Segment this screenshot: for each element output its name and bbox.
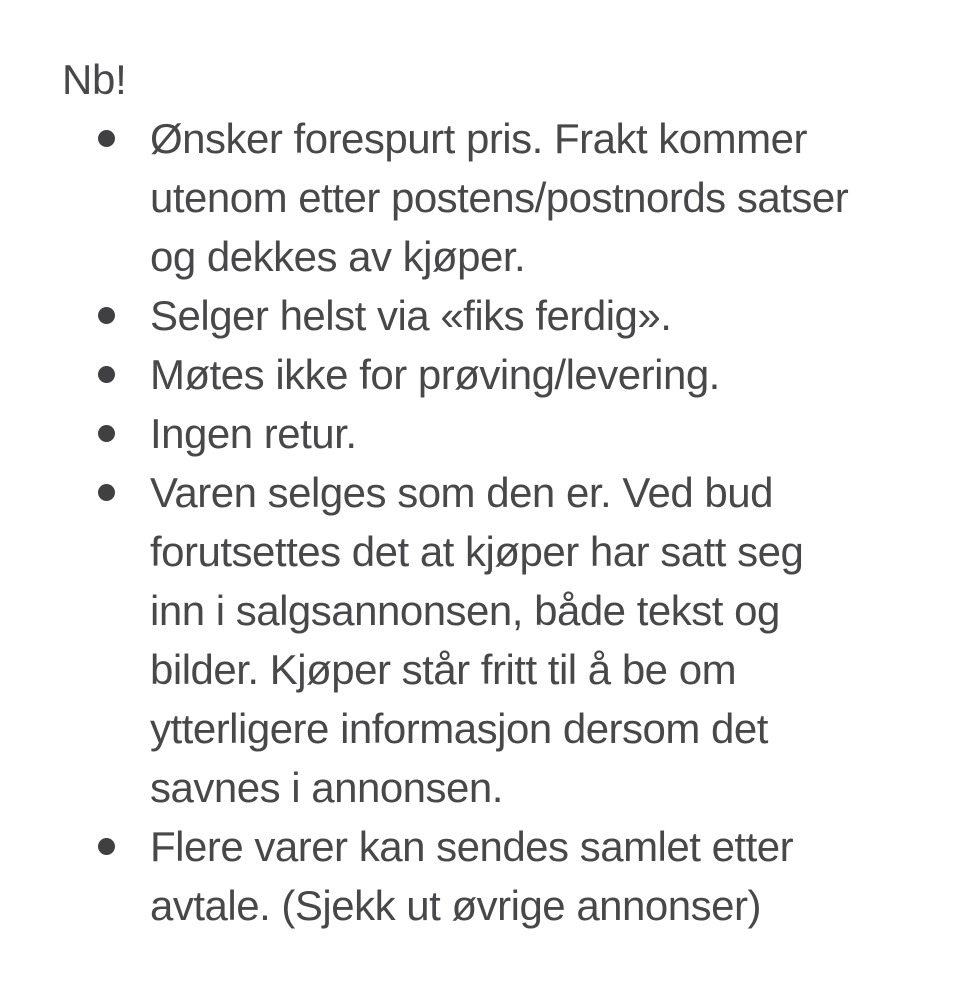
list-item — [62, 286, 940, 345]
list-item-text-line: Selger helst via «fiks ferdig». — [150, 292, 672, 339]
list-item — [62, 109, 940, 286]
list-item-text-line: Ønsker forespurt pris. Frakt kommer — [150, 115, 807, 162]
list-item — [62, 817, 940, 935]
list-item — [62, 345, 940, 404]
bullet-dot-icon — [98, 838, 115, 855]
bullet-dot-icon — [98, 484, 115, 501]
list-item-text-line: ytterligere informasjon dersom det — [150, 705, 768, 752]
bullet-dot-icon — [98, 130, 115, 147]
list-item-text-line: savnes i annonsen. — [150, 764, 503, 811]
list-item-text-line: Flere varer kan sendes samlet etter — [150, 823, 794, 870]
bullet-dot-icon — [98, 366, 115, 383]
list-item-text-line: Varen selges som den er. Ved bud — [150, 469, 773, 516]
list-item-text-line: Møtes ikke for prøving/levering. — [150, 351, 720, 398]
list-item-text-line: forutsettes det at kjøper har satt seg — [150, 528, 804, 575]
list-item-text-line: inn i salgsannonsen, både tekst og — [150, 587, 780, 634]
list-item-text-line: bilder. Kjøper står fritt til å be om — [150, 646, 737, 693]
list-item — [62, 463, 940, 817]
list-item-text-line: Ingen retur. — [150, 410, 357, 457]
bullet-dot-icon — [98, 307, 115, 324]
bullet-dot-icon — [98, 425, 115, 442]
list-item-text-line: og dekkes av kjøper. — [150, 233, 526, 280]
note-heading: Nb! — [62, 56, 127, 103]
list-item-text-line: avtale. (Sjekk ut øvrige annonser) — [150, 882, 761, 929]
list-item-text-line: utenom etter postens/postnords satser — [150, 174, 849, 221]
note-bullet-list — [62, 109, 940, 935]
list-item — [62, 404, 940, 463]
